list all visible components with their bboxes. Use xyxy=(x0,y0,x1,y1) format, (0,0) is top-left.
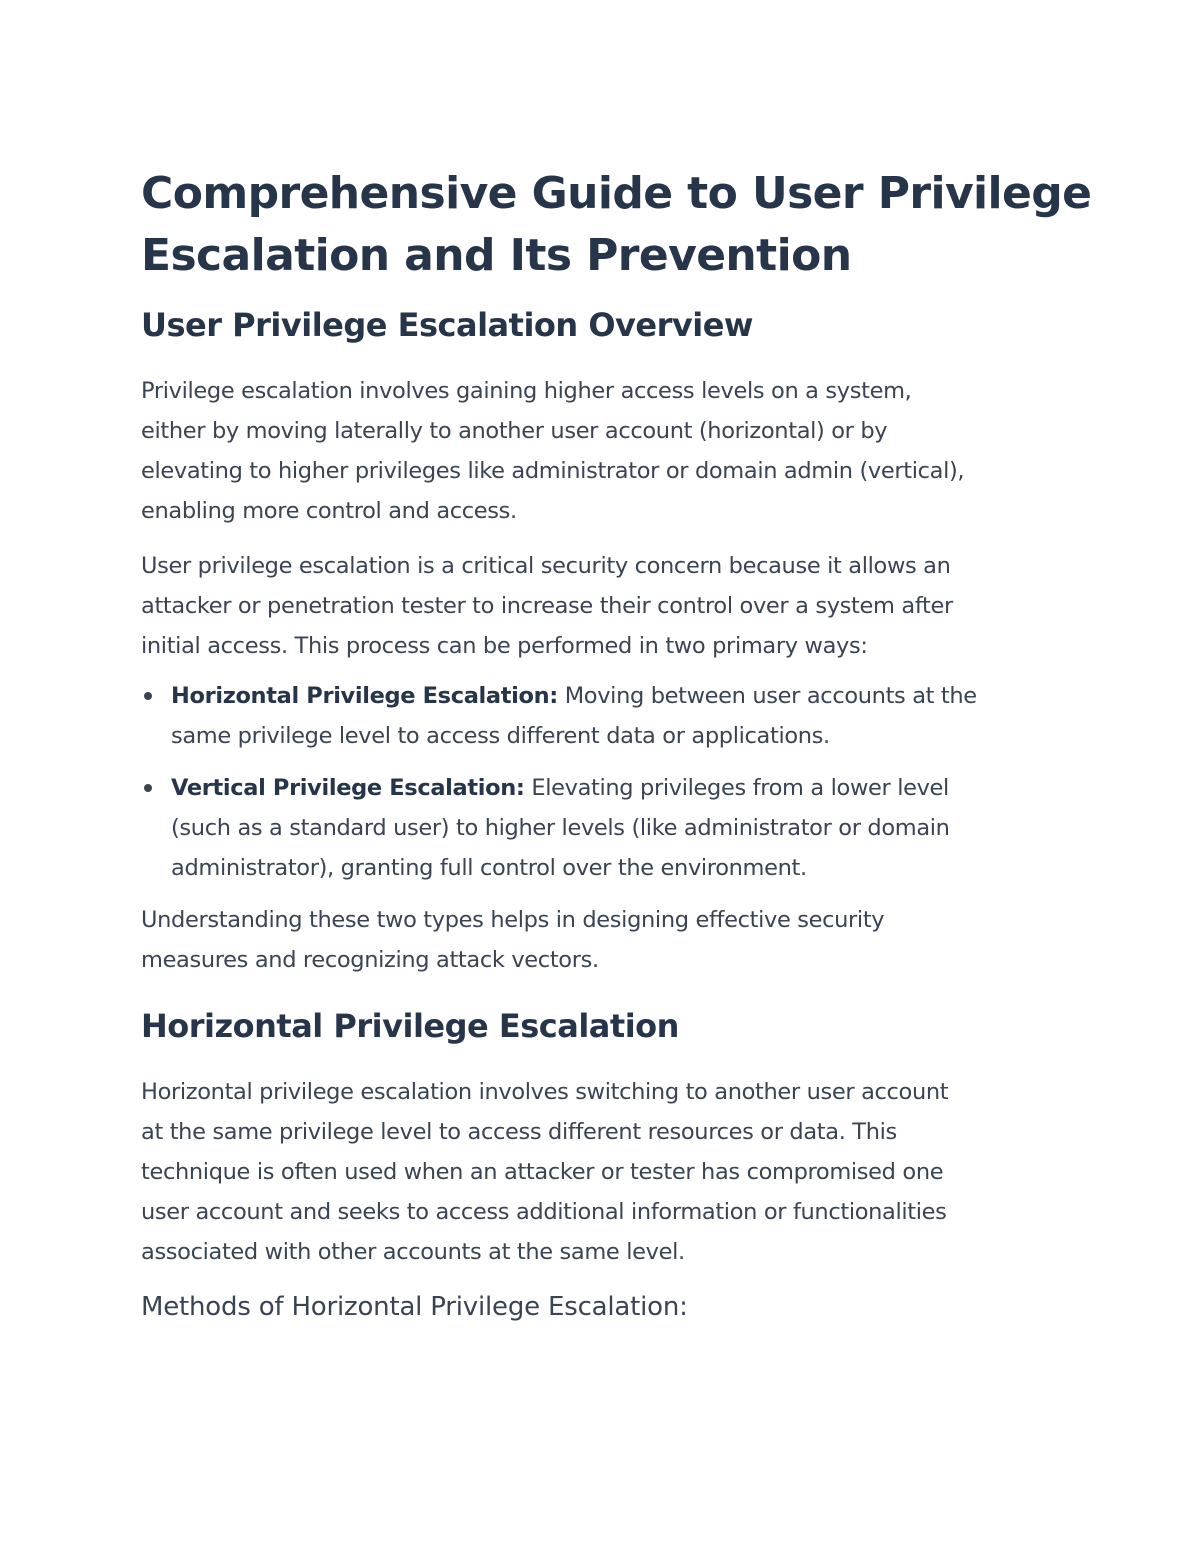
list-item-vertical xyxy=(141,768,1061,888)
list-item-term: Vertical Privilege Escalation: xyxy=(171,775,525,801)
text-line xyxy=(171,768,1061,808)
text-line: attacker or penetration tester to increase their control over a system after xyxy=(141,593,953,619)
title-line: Escalation and Its Prevention xyxy=(141,230,852,281)
text-line: elevating to higher privileges like administrator or domain admin (vertical), xyxy=(141,458,965,484)
text-line: Horizontal privilege escalation involves switching to another user account xyxy=(141,1079,949,1105)
text-line: (such as a standard user) to higher levels (like administrator or domain xyxy=(171,815,950,841)
text-line: Privilege escalation involves gaining higher access levels on a system, xyxy=(141,378,912,404)
list-item-horizontal xyxy=(141,676,1061,756)
text-line: same privilege level to access different data or applications. xyxy=(171,723,830,749)
overview-paragraph-2 xyxy=(141,546,1061,666)
text-line: either by moving laterally to another user account (horizontal) or by xyxy=(141,418,888,444)
text-line xyxy=(171,676,1061,716)
escalation-types-list xyxy=(141,676,1061,888)
list-item-text: Moving between user accounts at the xyxy=(557,683,977,709)
text-line: associated with other accounts at the same level. xyxy=(141,1239,685,1265)
text-line: initial access. This process can be performed in two primary ways: xyxy=(141,633,868,659)
text-line: Understanding these two types helps in designing effective security xyxy=(141,907,885,933)
bullet-icon xyxy=(144,692,152,700)
section-heading-overview: User Privilege Escalation Overview xyxy=(141,306,753,344)
subsection-heading-methods: Methods of Horizontal Privilege Escalation: xyxy=(141,1292,688,1322)
text-line: enabling more control and access. xyxy=(141,498,517,524)
text-line: User privilege escalation is a critical security concern because it allows an xyxy=(141,553,951,579)
overview-paragraph-3 xyxy=(141,900,1061,980)
text-line: administrator), granting full control over the environment. xyxy=(171,855,807,881)
document-page xyxy=(141,163,1092,1324)
horizontal-paragraph-1 xyxy=(141,1072,1061,1272)
section-heading-horizontal: Horizontal Privilege Escalation xyxy=(141,1007,679,1045)
text-line: user account and seeks to access additional information or functionalities xyxy=(141,1199,947,1225)
document-title xyxy=(141,163,1092,287)
text-line: at the same privilege level to access different resources or data. This xyxy=(141,1119,897,1145)
list-item-term: Horizontal Privilege Escalation: xyxy=(171,683,558,709)
text-line: technique is often used when an attacker or tester has compromised one xyxy=(141,1159,944,1185)
bullet-icon xyxy=(144,784,152,792)
overview-paragraph-1 xyxy=(141,371,1061,531)
title-line: Comprehensive Guide to User Privilege xyxy=(141,168,1092,219)
text-line: measures and recognizing attack vectors. xyxy=(141,947,599,973)
list-item-text: Elevating privileges from a lower level xyxy=(524,775,949,801)
